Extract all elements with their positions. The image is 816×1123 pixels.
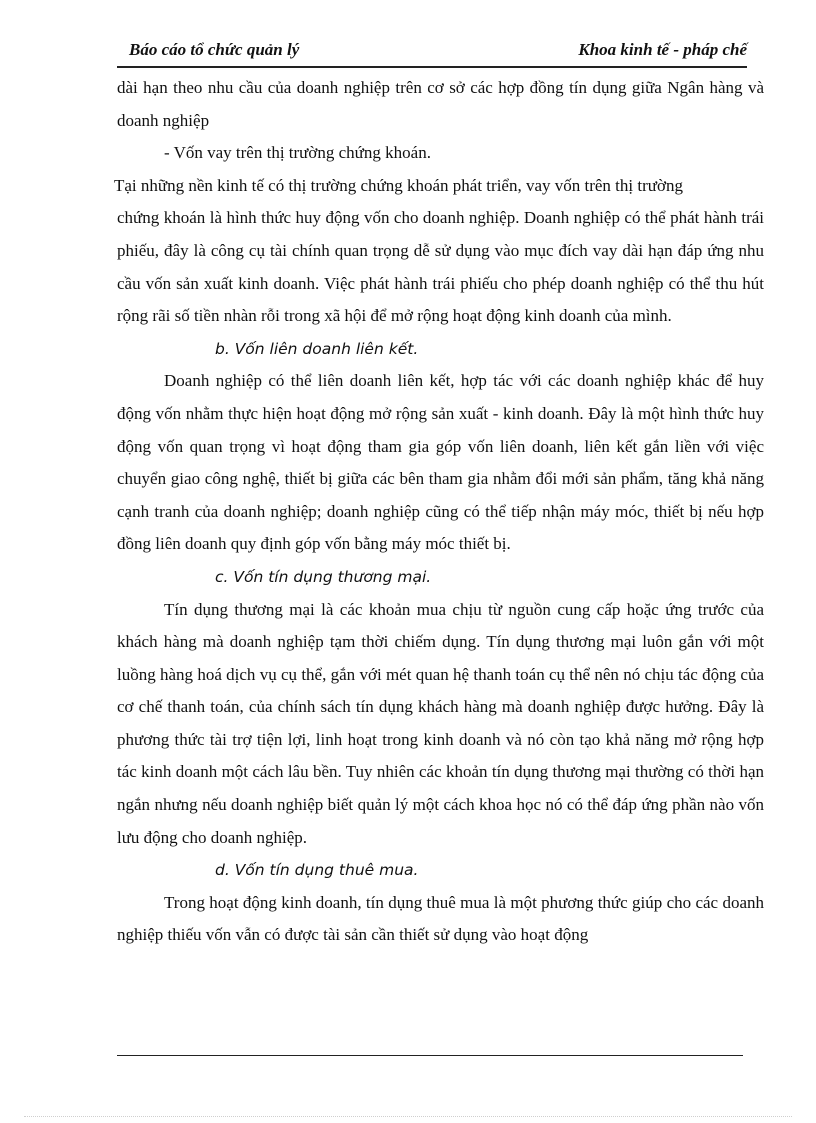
paragraph-trade-credit: Tín dụng thương mại là các khoản mua chịu từ nguồn cung cấp hoặc ứng trước của khách hàng mà doanh nghiệp tạm thời chiếm dụng. Tín dụng thương mại luôn gắn với một luồng hàng hoá dịch vụ cụ thể, gắn với mét quan hệ thanh toán cụ thể nên nó chịu tác động của cơ chế thanh toán, của chính sách tín dụng khách hàng mà doanh nghiệp được hưởng. Đây là phương thức tài trợ tiện lợi, linh hoạt trong kinh doanh và nó còn tạo khả năng mở rộng hợp tác kinh doanh một cách lâu bền. Tuy nhiên các khoản tín dụng thương mại thường có thời hạn ngắn nhưng nếu doanh nghiệp biết quản lý một cách khoa học nó có thể đáp ứng phần nào vốn lưu động cho doanh nghiệp. — [117, 599, 764, 847]
paragraph-leasing-credit: Trong hoạt động kinh doanh, tín dụng thuê mua là một phương thức giúp cho các doanh nghiệp thiếu vốn vẫn có được tài sản cần thiết sử dụng vào hoạt động — [117, 892, 764, 945]
page-header — [117, 36, 747, 68]
paragraph-long-term-loans: dài hạn theo nhu cầu của doanh nghiệp trên cơ sở các hợp đồng tín dụng giữa Ngân hàng và doanh nghiệp — [117, 78, 764, 130]
page-boundary — [24, 1116, 792, 1117]
paragraph-stock-market-first-line: Tại những nền kinh tế có thị trường chứng khoán phát triển, vay vốn trên thị trường — [114, 175, 683, 195]
document-body — [114, 72, 764, 952]
footer-rule — [117, 1055, 743, 1056]
header-report-title: Báo cáo tổ chức quản lý — [129, 40, 300, 59]
section-heading-d: d. Vốn tín dụng thuê mua. — [215, 861, 419, 880]
section-heading-b: b. Vốn liên doanh liên kết. — [215, 339, 419, 358]
section-heading-c: c. Vốn tín dụng thương mại. — [215, 567, 432, 586]
bullet-stock-market-loans: - Vốn vay trên thị trường chứng khoán. — [164, 143, 431, 163]
paragraph-stock-market: chứng khoán là hình thức huy động vốn cho doanh nghiệp. Doanh nghiệp có thể phát hành trái phiếu, đây là công cụ tài chính quan trọng dễ sử dụng vào mục đích vay dài hạn đáp ứng nhu cầu vốn sản xuất kinh doanh. Việc phát hành trái phiếu cho phép doanh nghiệp có thể thu hút rộng rãi số tiền nhàn rỗi trong xã hội để mở rộng hoạt động kinh doanh của mình. — [117, 208, 764, 326]
paragraph-joint-venture: Doanh nghiệp có thể liên doanh liên kết, hợp tác với các doanh nghiệp khác để huy động vốn nhằm thực hiện hoạt động mở rộng sản xuất - kinh doanh. Đây là một hình thức huy động vốn quan trọng vì hoạt động tham gia góp vốn liên doanh, liên kết gắn liền với việc chuyển giao công nghệ, thiết bị giữa các bên tham gia nhằm đổi mới sản phẩm, tăng khả năng cạnh tranh của doanh nghiệp; doanh nghiệp cũng có thể tiếp nhận máy móc, thiết bị nếu hợp đồng liên doanh quy định góp vốn bằng máy móc thiết bị. — [117, 371, 764, 554]
header-faculty-name: Khoa kinh tế - pháp chế — [578, 40, 747, 59]
